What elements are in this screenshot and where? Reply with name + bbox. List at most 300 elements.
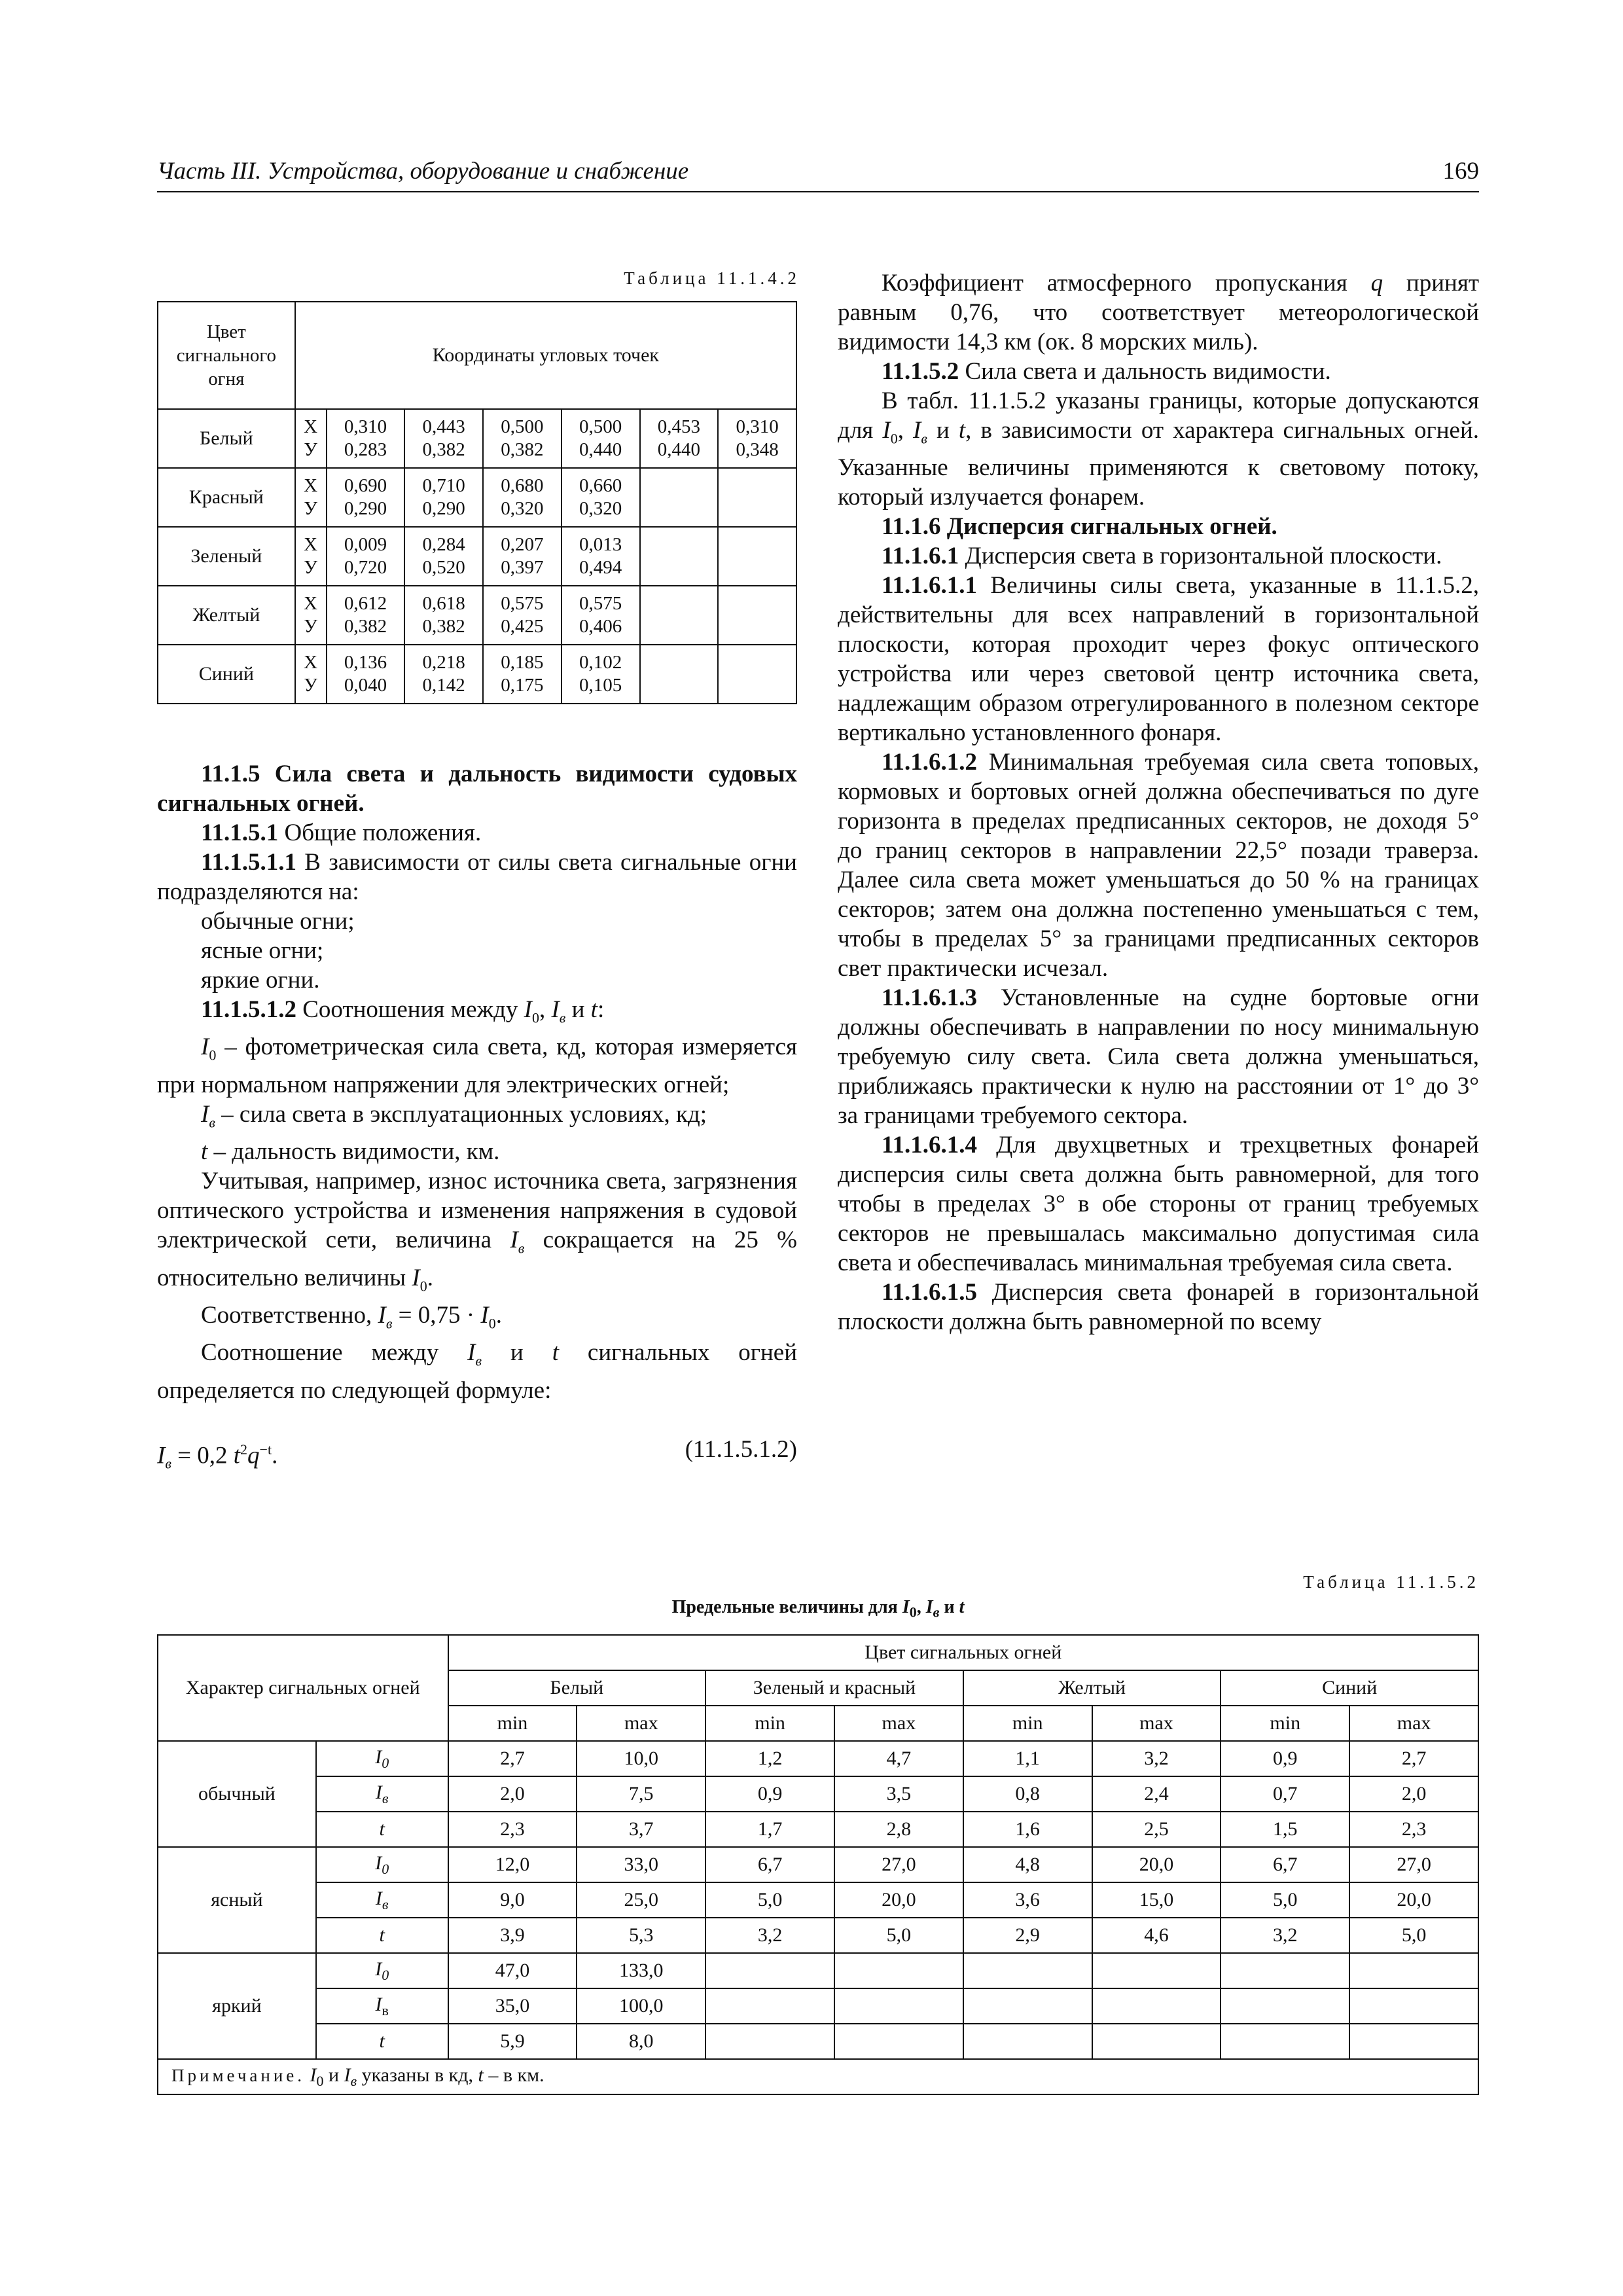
spacer (157, 1405, 797, 1435)
color-name: Синий (158, 645, 295, 704)
value-cell: 2,7 (448, 1741, 577, 1776)
paragraph-text: Величины силы света, указанные в 11.1.5.2, действительны для всех направлений в горизонтальной плоскости, которая проходит через фокус оптического устройства или через световой центр источника света, надлежащим образом отрегулированного в полезном секторе вертикально установленного фонаря. (838, 572, 1479, 747)
table1-row (158, 409, 796, 468)
clause-number: 11.1.6.1.3 (882, 984, 977, 1012)
symbol: I (375, 1993, 382, 2015)
y-label: У (304, 557, 317, 578)
punct: . (427, 1264, 433, 1291)
table1-row (158, 645, 796, 704)
x-value: 0,612 (344, 593, 387, 614)
paragraph (838, 541, 1479, 571)
quantity-symbol (316, 2024, 448, 2059)
value-cell: 3,6 (963, 1882, 1092, 1918)
subscript: в (350, 2072, 357, 2089)
value-cell: 20,0 (1349, 1882, 1478, 1918)
value-cell: 2,4 (1092, 1776, 1221, 1812)
symbol: I (375, 1746, 382, 1768)
x-value: 0,013 (579, 534, 622, 555)
paragraph (838, 983, 1479, 1130)
x-value: 0,284 (422, 534, 465, 555)
subscript: в (209, 1114, 215, 1131)
x-value: 0,453 (657, 416, 700, 437)
clause-number: 11.1.5.2 (882, 358, 959, 385)
coordinate-cell (327, 586, 405, 645)
value-cell: 5,9 (448, 2024, 577, 2059)
paragraph-text: Общие положения. (278, 819, 482, 846)
coordinate-cell (562, 527, 640, 586)
coordinate-cell (404, 468, 483, 527)
punct: , (539, 996, 552, 1023)
paragraph-text: принят равным 0,76, что соответствует метеорологической видимости 14,3 км (ок. 8 морских миль). (838, 270, 1480, 355)
symbol: I (378, 1301, 386, 1329)
coordinate-cell (562, 645, 640, 704)
subscript: 0 (382, 1966, 389, 1983)
header-color: Цвет сигнальных огней (448, 1635, 1478, 1670)
symbol: t (379, 1818, 385, 1840)
value-cell: 35,0 (448, 1988, 577, 2024)
xy-labels (295, 468, 327, 527)
x-value: 0,136 (344, 652, 387, 673)
subscript: 0 (382, 1754, 389, 1771)
symbol: I (375, 1852, 382, 1874)
subscript: 0 (531, 1009, 539, 1026)
subscript: в (921, 430, 927, 447)
paragraph (838, 1130, 1479, 1278)
symbol: I (551, 996, 560, 1023)
y-value: 0,320 (579, 498, 622, 519)
clause-number: 11.1.6.1.5 (882, 1279, 977, 1306)
value-cell: 6,7 (705, 1847, 834, 1882)
x-value: 0,500 (579, 416, 622, 437)
value-cell: 5,0 (1221, 1882, 1349, 1918)
y-value: 0,040 (344, 675, 387, 696)
x-value: 0,102 (579, 652, 622, 673)
paragraph (157, 995, 797, 1032)
x-value: 0,710 (422, 475, 465, 496)
color-name: Желтый (158, 586, 295, 645)
min-header: min (963, 1706, 1092, 1741)
value-cell: 0,9 (1221, 1741, 1349, 1776)
value-cell: 1,5 (1221, 1812, 1349, 1847)
symbol: t (379, 2030, 385, 2052)
formula-text: = 0,2 (171, 1442, 234, 1469)
xy-labels (295, 645, 327, 704)
coordinate-cell (562, 409, 640, 468)
quantity-symbol (316, 1847, 448, 1882)
value-cell (1221, 2024, 1349, 2059)
value-cell: 5,0 (1349, 1918, 1478, 1953)
value-cell: 2,7 (1349, 1741, 1478, 1776)
value-cell: 4,7 (834, 1741, 963, 1776)
symbol: I (913, 417, 921, 444)
coordinate-cell (404, 645, 483, 704)
y-value: 0,720 (344, 557, 387, 578)
quantity-symbol (316, 1953, 448, 1988)
coordinate-cell (483, 527, 562, 586)
paragraph-text: = 0,75 · (392, 1301, 475, 1329)
formula-expression: $I_в = 0,2$ $t^2q^{-t}$. (157, 1441, 278, 1472)
table2-title-text: Предельные величины для (671, 1597, 898, 1617)
value-cell: 0,7 (1221, 1776, 1349, 1812)
table2-row (158, 1918, 1478, 1953)
clause-number: 11.1.6.1.4 (882, 1132, 977, 1159)
value-cell (1221, 1988, 1349, 2024)
y-value: 0,494 (579, 557, 622, 578)
clause-number: 11.1.6.1.2 (882, 749, 977, 776)
formula-number: (11.1.5.1.2) (685, 1435, 797, 1463)
coordinate-cell (562, 468, 640, 527)
coordinate-cell (483, 409, 562, 468)
paragraph-text: сигнальных огней определяется по следующей формуле: (157, 1339, 797, 1404)
value-cell: 47,0 (448, 1953, 577, 1988)
value-cell (1092, 2024, 1221, 2059)
value-cell: 2,3 (1349, 1812, 1478, 1847)
y-label: У (304, 439, 317, 460)
x-value: 0,575 (501, 593, 544, 614)
y-value: 0,440 (579, 439, 622, 460)
running-header (157, 157, 1479, 194)
subscript: в (475, 1352, 482, 1369)
section-heading-11-1-6: 11.1.6 Дисперсия сигнальных огней. (882, 513, 1277, 541)
value-cell: 12,0 (448, 1847, 577, 1882)
y-value: 0,175 (501, 675, 544, 696)
subscript: 0 (209, 1047, 217, 1064)
page-number: 169 (1442, 158, 1479, 185)
x-value: 0,660 (579, 475, 622, 496)
value-cell: 7,5 (577, 1776, 705, 1812)
color-header: Белый (448, 1670, 706, 1706)
table2-row (158, 1953, 1478, 1988)
symbol: q (1370, 270, 1383, 296)
punct: и (323, 2064, 344, 2086)
list-item: ясные огни; (201, 937, 324, 964)
paragraph (838, 1278, 1479, 1336)
punct: , (897, 417, 914, 444)
coordinate-cell (718, 468, 796, 527)
table1-row (158, 586, 796, 645)
value-cell: 2,8 (834, 1812, 963, 1847)
subscript: 0 (890, 430, 898, 447)
coordinate-cell (640, 586, 719, 645)
paragraph-text: Соотношение между (201, 1339, 439, 1367)
y-value: 0,440 (657, 439, 700, 460)
value-cell: 10,0 (577, 1741, 705, 1776)
value-cell: 100,0 (577, 1988, 705, 2024)
symbol: I (310, 2064, 317, 2086)
y-value: 0,397 (501, 557, 544, 578)
subscript: 0 (382, 1860, 389, 1877)
xy-labels (295, 409, 327, 468)
value-cell: 20,0 (1092, 1847, 1221, 1882)
table2-caption: Таблица 11.1.5.2 (1303, 1572, 1479, 1592)
symbol: I (157, 1442, 166, 1469)
paragraph (838, 357, 1479, 386)
paragraph-text: Сила света и дальность видимости. (959, 358, 1331, 385)
list-item: обычные огни; (201, 908, 355, 935)
value-cell: 9,0 (448, 1882, 577, 1918)
coordinate-cell (640, 409, 719, 468)
formula (157, 1435, 797, 1472)
value-cell: 20,0 (834, 1882, 963, 1918)
table2-row (158, 1812, 1478, 1847)
header-coordinates: Координаты угловых точек (295, 302, 796, 409)
table-limit-values (157, 1634, 1479, 2095)
header-color: Цвет сигнального огня (158, 302, 295, 409)
value-cell: 33,0 (577, 1847, 705, 1882)
value-cell: 1,7 (705, 1812, 834, 1847)
value-cell: 133,0 (577, 1953, 705, 1988)
y-label: У (304, 498, 317, 519)
value-cell: 3,2 (1092, 1741, 1221, 1776)
table2-title (157, 1597, 1479, 1621)
symbol: I (925, 1597, 933, 1617)
xy-labels (295, 527, 327, 586)
clause-number: 11.1.5.1.1 (201, 849, 296, 876)
value-cell: 1,1 (963, 1741, 1092, 1776)
paragraph (838, 747, 1479, 983)
coordinate-cell (483, 468, 562, 527)
value-cell: 2,5 (1092, 1812, 1221, 1847)
value-cell: 2,3 (448, 1812, 577, 1847)
paragraph-text: Установленные на судне бортовые огни должны обеспечивать в направлении по носу минимальную требуемую силу света. Сила света должна уменьшаться, приближаясь практически к нулю на расстоянии от 1° до 3° за границами требуемого сектора. (838, 984, 1479, 1130)
punct: : (597, 996, 605, 1023)
table1-row (158, 527, 796, 586)
coordinate-cell (483, 645, 562, 704)
max-header: max (834, 1706, 963, 1741)
paragraph (838, 571, 1479, 747)
symbol: I (524, 996, 532, 1023)
symbol: I (201, 1100, 209, 1128)
quantity-symbol (316, 1882, 448, 1918)
subscript: в (382, 2001, 389, 2018)
y-value: 0,382 (344, 616, 387, 637)
y-value: 0,290 (422, 498, 465, 519)
coordinate-cell (718, 586, 796, 645)
symbol: I (344, 2064, 351, 2086)
value-cell (1349, 1988, 1478, 2024)
subscript: в (165, 1455, 171, 1472)
value-cell (1349, 1953, 1478, 1988)
value-cell: 1,2 (705, 1741, 834, 1776)
min-header: min (448, 1706, 577, 1741)
coordinate-cell (562, 586, 640, 645)
value-cell (705, 1988, 834, 2024)
symbol: t (233, 1442, 241, 1469)
y-value: 0,520 (422, 557, 465, 578)
paragraph-text: , в зависимости от характера сигнальных огней. Указанные величины применяются к световому потоку, который излучается фонарем. (838, 417, 1480, 511)
x-value: 0,310 (344, 416, 387, 437)
value-cell (963, 1988, 1092, 2024)
value-cell: 2,0 (1349, 1776, 1478, 1812)
coordinate-cell (327, 468, 405, 527)
x-value: 0,680 (501, 475, 544, 496)
list-item: яркие огни. (201, 967, 320, 994)
table1-row (158, 468, 796, 527)
value-cell: 5,3 (577, 1918, 705, 1953)
definition-text: – фотометрическая сила света, кд, которая измеряется при нормальном напряжении для электрических огней; (157, 1033, 797, 1098)
quantity-symbol (316, 1988, 448, 2024)
coordinate-cell (404, 409, 483, 468)
value-cell (705, 1953, 834, 1988)
value-cell (834, 2024, 963, 2059)
symbol: t (379, 1924, 385, 1946)
paragraph-text: Коэффициент атмосферного пропускания (882, 270, 1347, 296)
quantity-symbol (316, 1918, 448, 1953)
paragraph (838, 386, 1479, 512)
color-name: Белый (158, 409, 295, 468)
value-cell: 6,7 (1221, 1847, 1349, 1882)
color-name: Красный (158, 468, 295, 527)
light-character: обычный (158, 1741, 316, 1847)
left-column (157, 759, 798, 1472)
y-value: 0,142 (422, 675, 465, 696)
x-label: Х (304, 593, 318, 614)
subscript: в (382, 1789, 389, 1806)
color-header: Синий (1221, 1670, 1478, 1706)
punct: , (916, 1597, 926, 1617)
value-cell: 2,9 (963, 1918, 1092, 1953)
paragraph-text: Учитывая, например, износ источника света, загрязнения оптического устройства и изменения напряжения в судовой электрической сети, величина (157, 1168, 797, 1254)
table2-row (158, 1988, 1478, 2024)
punct: . (495, 1301, 502, 1329)
value-cell (705, 2024, 834, 2059)
y-label: У (304, 616, 317, 637)
paragraph-text: Соотношения между (296, 996, 518, 1023)
y-value: 0,382 (422, 616, 465, 637)
symbol: t (478, 2064, 484, 2086)
value-cell: 4,8 (963, 1847, 1092, 1882)
light-character: ясный (158, 1847, 316, 1953)
x-value: 0,443 (422, 416, 465, 437)
paragraph-text: Минимальная требуемая сила света топовых, кормовых и бортовых огней должна обеспечиваться по дуге горизонта в пределах предписанных секторов, не доходя 5° до границ секторов в направлении 22,5° позади траверза. Далее сила света может уменьшаться до 50 % на границах секторов; затем она должна постепенно уменьшаться с тем, чтобы в пределах 5° за границами предписанных секторов свет практически исчезал. (838, 749, 1479, 982)
quantity-symbol (316, 1812, 448, 1847)
y-value: 0,425 (501, 616, 544, 637)
subscript: в (559, 1009, 566, 1026)
symbol: q (247, 1442, 260, 1469)
value-cell: 5,0 (705, 1882, 834, 1918)
max-header: max (1092, 1706, 1221, 1741)
x-label: Х (304, 475, 318, 496)
coordinate-cell (327, 409, 405, 468)
value-cell: 3,2 (705, 1918, 834, 1953)
x-value: 0,218 (422, 652, 465, 673)
coordinate-cell (640, 527, 719, 586)
table2-row (158, 1847, 1478, 1882)
color-header: Зеленый и красный (705, 1670, 963, 1706)
value-cell (1221, 1953, 1349, 1988)
coordinate-cell (718, 409, 796, 468)
right-column (838, 268, 1479, 1336)
punct: и (482, 1339, 552, 1367)
paragraph-text: В зависимости от силы света сигнальные огни подразделяются на: (157, 849, 797, 905)
value-cell: 3,5 (834, 1776, 963, 1812)
subscript: в (382, 1895, 389, 1912)
table2-row (158, 1776, 1478, 1812)
paragraph-text: В табл. 11.1.5.2 указаны границы, которые допускаются для (838, 387, 1479, 444)
coordinate-cell (483, 586, 562, 645)
x-value: 0,500 (501, 416, 544, 437)
value-cell: 25,0 (577, 1882, 705, 1918)
table2-row (158, 1882, 1478, 1918)
symbol: t (552, 1339, 559, 1367)
paragraph-text: сокращается на 25 % относительно величины (157, 1227, 798, 1291)
table2-note (158, 2059, 1478, 2094)
max-header: max (577, 1706, 705, 1741)
note-text: – в км. (483, 2064, 544, 2086)
x-value: 0,575 (579, 593, 622, 614)
value-cell (834, 1953, 963, 1988)
coordinate-cell (327, 527, 405, 586)
symbol: t (959, 1597, 965, 1617)
value-cell: 4,6 (1092, 1918, 1221, 1953)
value-cell (1349, 2024, 1478, 2059)
symbol: t (590, 996, 597, 1023)
coordinate-cell (640, 468, 719, 527)
value-cell: 0,8 (963, 1776, 1092, 1812)
x-label: Х (304, 652, 318, 673)
symbol: t (958, 417, 966, 444)
clause-number: 11.1.5.1 (201, 819, 279, 846)
definition-text: – дальность видимости, км. (207, 1138, 500, 1166)
coordinate-cell (404, 527, 483, 586)
value-cell (1092, 1988, 1221, 2024)
symbol: I (467, 1339, 476, 1367)
value-cell: 27,0 (834, 1847, 963, 1882)
value-cell: 27,0 (1349, 1847, 1478, 1882)
x-value: 0,310 (736, 416, 779, 437)
coordinate-cell (404, 586, 483, 645)
definition (157, 1137, 797, 1166)
subscript: 0 (316, 2072, 324, 2089)
min-header: min (705, 1706, 834, 1741)
x-value: 0,207 (501, 534, 544, 555)
subscript: 0 (488, 1315, 496, 1332)
clause-number: 11.1.6.1.1 (882, 572, 977, 600)
light-character: яркий (158, 1953, 316, 2059)
value-cell: 3,2 (1221, 1918, 1349, 1953)
definition-text: – сила света в эксплуатационных условиях, кд; (215, 1100, 707, 1128)
value-cell: 8,0 (577, 2024, 705, 2059)
x-value: 0,009 (344, 534, 387, 555)
xy-labels (295, 586, 327, 645)
note-text: указаны в кд, (357, 2064, 473, 2086)
header-title: Часть III. Устройства, оборудование и снабжение (157, 158, 689, 185)
x-label: Х (304, 534, 318, 555)
y-value: 0,105 (579, 675, 622, 696)
table2-row (158, 2024, 1478, 2059)
min-header: min (1221, 1706, 1349, 1741)
coordinate-cell (718, 645, 796, 704)
subscript: 0 (419, 1277, 427, 1294)
symbol: I (480, 1301, 489, 1329)
symbol: I (510, 1227, 518, 1254)
symbol: I (375, 1781, 382, 1803)
value-cell: 2,0 (448, 1776, 577, 1812)
header-rule (157, 191, 1479, 192)
clause-number: 11.1.5.1.2 (201, 996, 296, 1023)
x-value: 0,618 (422, 593, 465, 614)
definition (157, 1032, 797, 1099)
coordinate-cell (327, 645, 405, 704)
quantity-symbol (316, 1741, 448, 1776)
clause-number: 11.1.6.1 (882, 543, 959, 570)
symbol: I (412, 1264, 420, 1291)
y-value: 0,406 (579, 616, 622, 637)
y-value: 0,290 (344, 498, 387, 519)
paragraph-text: Для двухцветных и трехцветных фонарей дисперсия силы света должна быть равномерной, для того чтобы в пределах 3° в обе стороны от границ требуемых секторов не превышалась максимально допустимая сила света и обеспечивалась минимальная требуемая сила света. (838, 1132, 1479, 1277)
x-value: 0,185 (501, 652, 544, 673)
value-cell: 3,7 (577, 1812, 705, 1847)
